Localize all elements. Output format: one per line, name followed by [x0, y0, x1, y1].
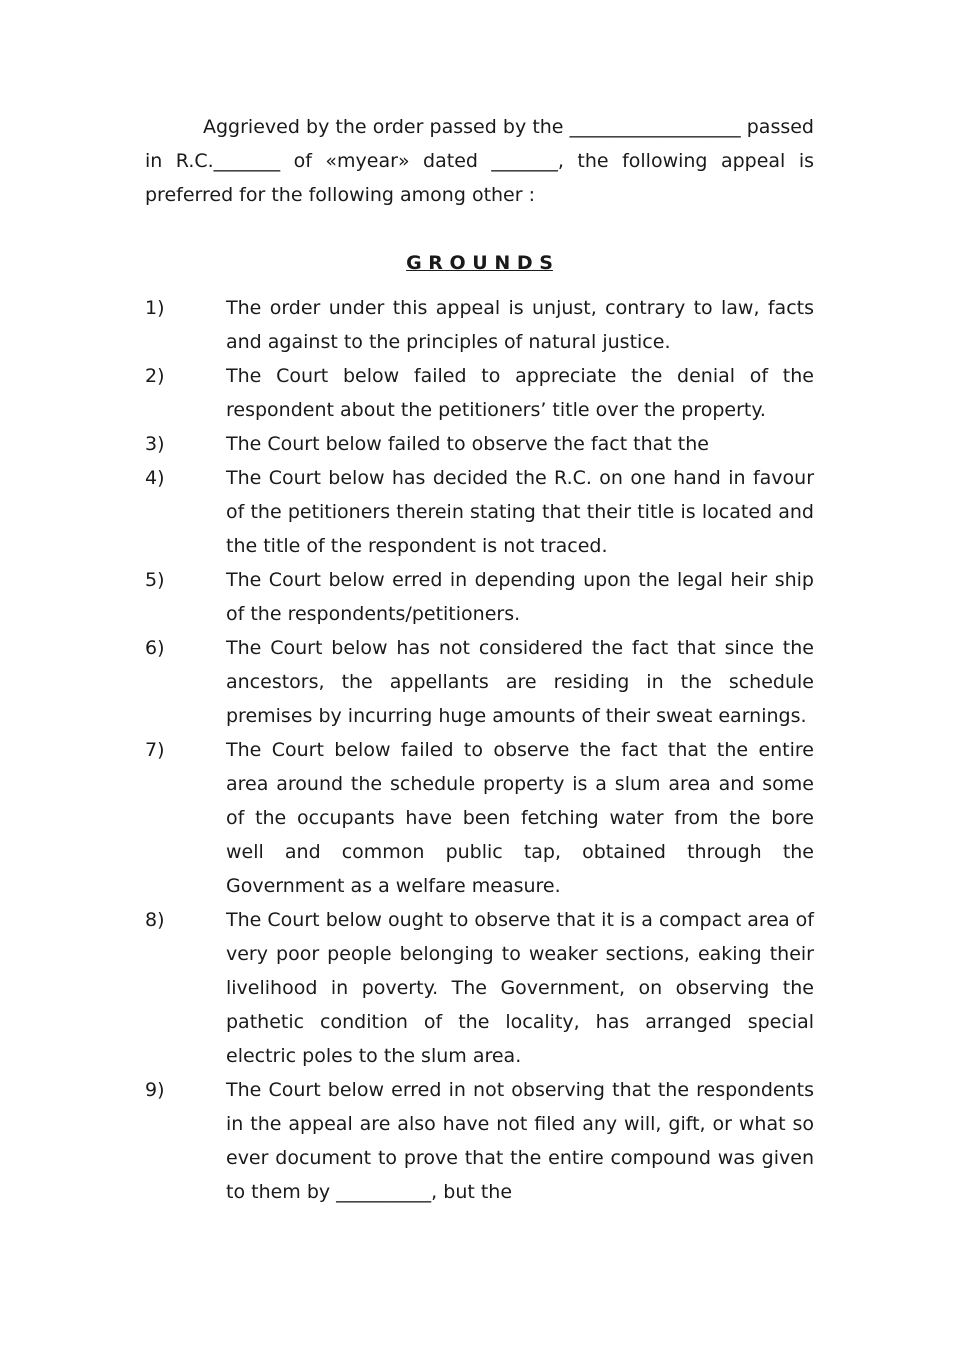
- ground-text: The Court below has decided the R.C. on one hand in favour of the petitioners therein stating that their title is located and the title of the respondent is not traced.: [226, 467, 814, 557]
- ground-text: The order under this appeal is unjust, contrary to law, facts and against to the principles of natural justice.: [226, 297, 814, 353]
- ground-number: 9): [145, 1079, 165, 1101]
- ground-item-6: [145, 631, 814, 733]
- grounds-list: [145, 291, 814, 1209]
- ground-number: 2): [145, 365, 165, 387]
- ground-number: 1): [145, 297, 165, 319]
- ground-item-8: [145, 903, 814, 1073]
- ground-item-3: [145, 427, 814, 461]
- ground-number: 5): [145, 569, 165, 591]
- ground-text: The Court below erred in depending upon the legal heir ship of the respondents/petitioners.: [226, 569, 814, 625]
- ground-number: 3): [145, 433, 165, 455]
- ground-text: The Court below failed to observe the fact that the: [226, 433, 709, 455]
- ground-number: 8): [145, 909, 165, 931]
- ground-number: 7): [145, 739, 165, 761]
- ground-item-4: [145, 461, 814, 563]
- ground-item-7: [145, 733, 814, 903]
- ground-text: The Court below failed to appreciate the denial of the respondent about the petitioners’ title over the property.: [226, 365, 814, 421]
- ground-item-5: [145, 563, 814, 631]
- ground-number: 6): [145, 637, 165, 659]
- ground-item-9: [145, 1073, 814, 1209]
- ground-number: 4): [145, 467, 165, 489]
- ground-item-1: [145, 291, 814, 359]
- ground-text: The Court below failed to observe the fact that the entire area around the schedule property is a slum area and some of the occupants have been fetching water from the bore well and common public tap, obtained through the Government as a welfare measure.: [226, 739, 814, 897]
- grounds-heading: G R O U N D S: [406, 252, 553, 274]
- ground-text: The Court below erred in not observing that the respondents in the appeal are also have not filed any will, gift, or what so ever document to prove that the entire compound was given to them by __________, but the: [226, 1079, 814, 1203]
- ground-item-2: [145, 359, 814, 427]
- ground-text: The Court below ought to observe that it is a compact area of very poor people belonging to weaker sections, eaking their livelihood in poverty. The Government, on observing the pathetic condition of the locality, has arranged special electric poles to the slum area.: [226, 909, 814, 1067]
- intro-paragraph: Aggrieved by the order passed by the __________________ passed in R.C._______ of «myear» dated _______, the following appeal is preferred for the following among other :: [145, 116, 814, 206]
- ground-text: The Court below has not considered the fact that since the ancestors, the appellants are residing in the schedule premises by incurring huge amounts of their sweat earnings.: [226, 637, 814, 727]
